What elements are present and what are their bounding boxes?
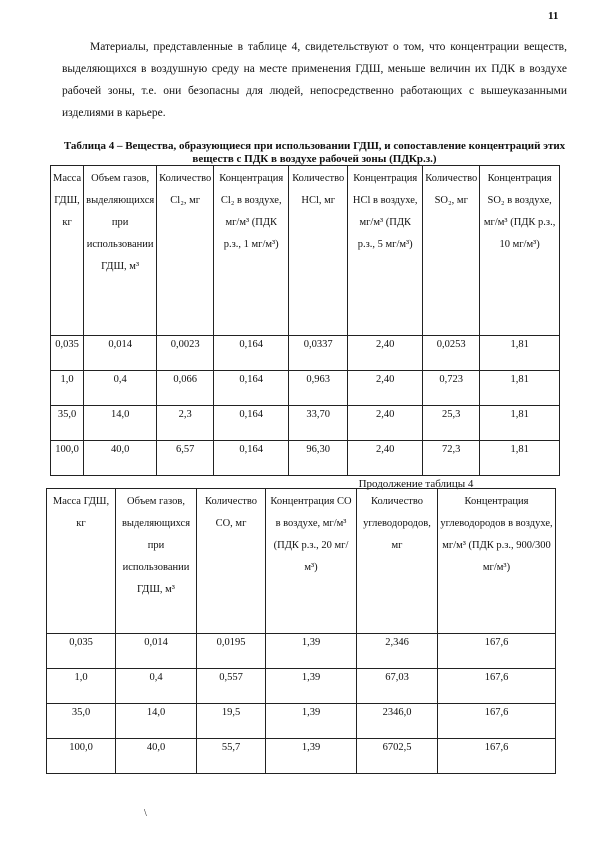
- header-cell: Концентрация SO₂ в воздухе, мг/м³ (ПДК р.з., 10 мг/м³): [480, 166, 560, 336]
- table-cell: 2,40: [348, 441, 423, 476]
- table-cell: 33,70: [289, 406, 348, 441]
- table-cell: 0,164: [214, 406, 289, 441]
- table-row: [47, 704, 556, 739]
- table-cell: 100,0: [47, 739, 116, 774]
- table-cell: 0,035: [47, 634, 116, 669]
- table-cell: 1,0: [51, 371, 84, 406]
- table-row: [51, 371, 560, 406]
- table-cell: 72,3: [423, 441, 480, 476]
- table-cell: 167,6: [438, 739, 556, 774]
- table-cell: 1,0: [47, 669, 116, 704]
- table-cell: 1,81: [480, 441, 560, 476]
- table-4: [50, 165, 560, 476]
- table-cell: 0,4: [116, 669, 197, 704]
- table-cell: 0,0253: [423, 336, 480, 371]
- table-cell: 6702,5: [357, 739, 438, 774]
- table-cell: 35,0: [47, 704, 116, 739]
- table-cell: 2,3: [157, 406, 214, 441]
- header-cell: Объем газов, выделяющихся при использовании ГДШ, м³: [116, 489, 197, 634]
- header-cell: Масса ГДШ, кг: [47, 489, 116, 634]
- table-header-row: [47, 489, 556, 634]
- table-cell: 0,723: [423, 371, 480, 406]
- table-cell: 19,5: [197, 704, 266, 739]
- table-cell: 0,014: [84, 336, 157, 371]
- table-cell: 2346,0: [357, 704, 438, 739]
- table-cell: 100,0: [51, 441, 84, 476]
- table-row: [51, 406, 560, 441]
- intro-paragraph: [62, 36, 567, 124]
- table-cell: 0,164: [214, 336, 289, 371]
- table-cell: 1,39: [266, 704, 357, 739]
- table-cell: 0,557: [197, 669, 266, 704]
- header-cell: Количество углеводородов, мг: [357, 489, 438, 634]
- table-row: [47, 669, 556, 704]
- table1-caption: Таблица 4 – Вещества, образующиеся при использовании ГДШ, и сопоставление концентраций этих веществ с ПДК в воздухе рабочей зоны (ПДКр.з.): [63, 140, 566, 165]
- header-cell: Объем газов, выделяющихся при использовании ГДШ, м³: [84, 166, 157, 336]
- table-cell: 40,0: [84, 441, 157, 476]
- table-cell: 0,0195: [197, 634, 266, 669]
- table-cell: 1,39: [266, 739, 357, 774]
- table-cell: 0,164: [214, 371, 289, 406]
- table-row: [47, 739, 556, 774]
- table-cell: 67,03: [357, 669, 438, 704]
- table-cell: 14,0: [84, 406, 157, 441]
- header-cell: Количество СО, мг: [197, 489, 266, 634]
- table-cell: 1,39: [266, 634, 357, 669]
- table-cell: 55,7: [197, 739, 266, 774]
- page-number: 11: [548, 10, 559, 22]
- intro-text: Материалы, представленные в таблице 4, свидетельствуют о том, что концентрации веществ, выделяющихся в воздушную среду на месте применения ГДШ, меньше величин их ПДК в воздухе рабочей зоны, т.е. они безопасны для людей, непосредственно работающих с вышеуказанными изделиями в карьере.: [62, 41, 567, 119]
- table-cell: 1,81: [480, 336, 560, 371]
- table-cell: 167,6: [438, 634, 556, 669]
- stray-mark: \: [144, 808, 147, 819]
- table-cell: 1,81: [480, 406, 560, 441]
- table-cell: 0,963: [289, 371, 348, 406]
- table-cell: 25,3: [423, 406, 480, 441]
- table-cell: 2,346: [357, 634, 438, 669]
- table-cell: 35,0: [51, 406, 84, 441]
- table-cell: 0,066: [157, 371, 214, 406]
- header-cell: Количество HCl, мг: [289, 166, 348, 336]
- table-header-row: [51, 166, 560, 336]
- table-cell: 0,4: [84, 371, 157, 406]
- table-row: [47, 634, 556, 669]
- header-cell: Количество Cl₂, мг: [157, 166, 214, 336]
- table-cell: 2,40: [348, 406, 423, 441]
- header-cell: Количество SO₂, мг: [423, 166, 480, 336]
- table-cell: 2,40: [348, 371, 423, 406]
- table-cell: 167,6: [438, 704, 556, 739]
- header-cell: Концентрация СО в воздухе, мг/м³ (ПДК р.з., 20 мг/м³): [266, 489, 357, 634]
- table-row: [51, 441, 560, 476]
- table-cell: 14,0: [116, 704, 197, 739]
- table-cell: 0,0337: [289, 336, 348, 371]
- table-cell: 2,40: [348, 336, 423, 371]
- table-cell: 0,035: [51, 336, 84, 371]
- table-cell: 0,014: [116, 634, 197, 669]
- table2-caption: Продолжение таблицы 4: [358, 478, 474, 490]
- table-row: [51, 336, 560, 371]
- table-cell: 1,39: [266, 669, 357, 704]
- header-cell: Концентрация Cl₂ в воздухе, мг/м³ (ПДК р.з., 1 мг/м³): [214, 166, 289, 336]
- table-cell: 0,164: [214, 441, 289, 476]
- table-cell: 6,57: [157, 441, 214, 476]
- table-cell: 1,81: [480, 371, 560, 406]
- table-cell: 40,0: [116, 739, 197, 774]
- header-cell: Масса ГДШ, кг: [51, 166, 84, 336]
- table-cell: 0,0023: [157, 336, 214, 371]
- table-cell: 96,30: [289, 441, 348, 476]
- header-cell: Концентрация HCl в воздухе, мг/м³ (ПДК р.з., 5 мг/м³): [348, 166, 423, 336]
- table-cell: 167,6: [438, 669, 556, 704]
- header-cell: Концентрация углеводородов в воздухе, мг/м³ (ПДК р.з., 900/300 мг/м³): [438, 489, 556, 634]
- table-4-continuation: [46, 488, 556, 774]
